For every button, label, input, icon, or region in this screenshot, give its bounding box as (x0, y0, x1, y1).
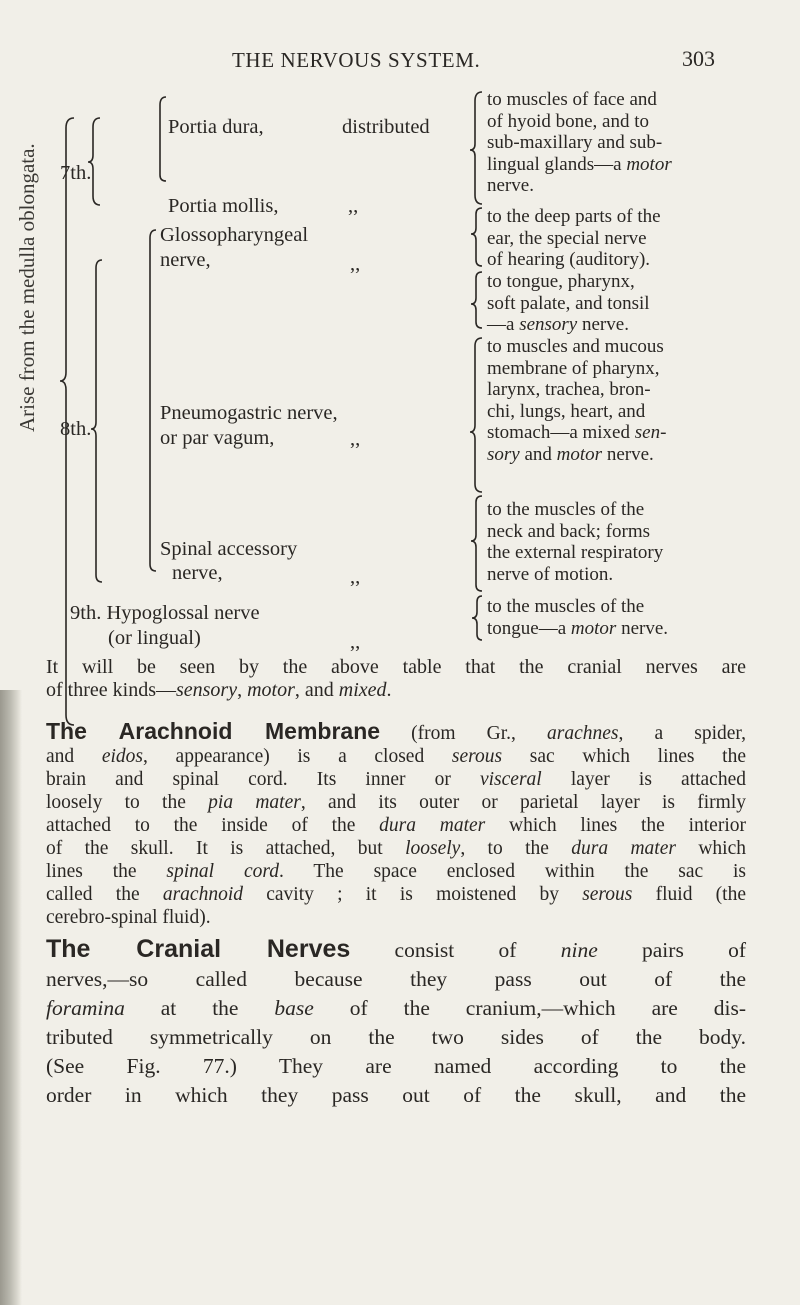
brace-d5 (471, 496, 482, 591)
brace-d1 (470, 92, 482, 204)
brace-8th-inner (150, 230, 156, 571)
running-head: THE NERVOUS SYSTEM. (232, 48, 481, 72)
ditto-mark: ,, (350, 566, 361, 588)
brace-portia (160, 97, 166, 181)
ditto-mark: ,, (348, 195, 359, 217)
portia-mollis: Portia mollis, (168, 195, 279, 217)
description-portia-dura: to muscles of face and of hyoid bone, and to sub-maxillary and sub- lingual glands—a motor nerve. (487, 89, 672, 196)
glossopharyngeal-line1: Glossopharyngeal (160, 224, 309, 246)
arachnoid-paragraph: The Arachnoid Membrane (from Gr., arachnes, a spider, and eidos, appearance) is a closed serous sac which lines the brain and spinal cord. Its inner or visceral layer is attached loosely to the pia mater, and its outer or parietal layer is firmly attached to the inside of the dura mater which lines the interior of the skull. It is attached, but loosely, to the dura mater which lines the spinal cord. The space enclosed within the sac is called the arachnoid cavity ; it is moistened by serous fluid (the cerebro-spinal fluid). (46, 718, 747, 928)
portia-dura: Portia dura, (168, 116, 264, 138)
brace-d6 (472, 596, 482, 640)
cranial-nerves-heading: The Cranial Nerves (46, 935, 351, 963)
binding-shadow (0, 690, 22, 1305)
page-number: 303 (682, 46, 715, 71)
distributed-word: distributed (342, 116, 430, 138)
label-7th: 7th. (60, 162, 92, 184)
pneumogastric-line1: Pneumogastric nerve, (160, 402, 338, 424)
side-label: Arise from the medulla oblongata. (15, 143, 39, 432)
label-9th: 9th. Hypoglossal nerve (70, 602, 260, 624)
arachnoid-heading: The Arachnoid Membrane (46, 718, 381, 744)
label-8th: 8th. (60, 418, 92, 440)
glossopharyngeal-line2: nerve, (160, 249, 211, 271)
cranial-nerves-paragraph: The Cranial Nerves consist of nine pairs of nerves,—so called because they pass out of the foramina at the base of the cranium,—which are dis- tributed symmetrically on the two sides of the body. (See Fig. 77.) They are named according to the order in which they pass out of the skull, and the (46, 935, 746, 1107)
description-glossopharyngeal: to tongue, pharynx, soft palate, and tonsil —a sensory nerve. (487, 271, 650, 335)
description-hypoglossal: to the muscles of the tongue—a motor nerve. (487, 596, 669, 639)
description-pneumogastric: to muscles and mucous membrane of pharynx, larynx, trachea, bron- chi, lungs, heart, and stomach—a mixed sen- sory and motor nerve. (487, 336, 667, 465)
brace-d2 (471, 208, 482, 266)
brace-d4 (470, 338, 482, 492)
description-spinal-accessory: to the muscles of the neck and back; forms the external respiratory nerve of motion. (487, 499, 664, 585)
description-portia-mollis: to the deep parts of the ear, the special nerve of hearing (auditory). (487, 206, 661, 270)
ditto-mark: ,, (350, 428, 361, 450)
label-9th-lingual: (or lingual) (108, 627, 201, 649)
brace-d3 (471, 272, 482, 328)
brace-8th (91, 260, 102, 582)
pneumogastric-line2: or par vagum, (160, 427, 275, 449)
spinal-accessory-line2: nerve, (172, 562, 223, 584)
ditto-mark: ,, (350, 253, 361, 275)
spinal-accessory-line1: Spinal accessory (160, 538, 298, 560)
summary-paragraph: It will be seen by the above table that the cranial nerves are of three kinds—sensory, motor, and mixed. (46, 656, 746, 701)
ditto-mark: ,, (350, 631, 361, 653)
